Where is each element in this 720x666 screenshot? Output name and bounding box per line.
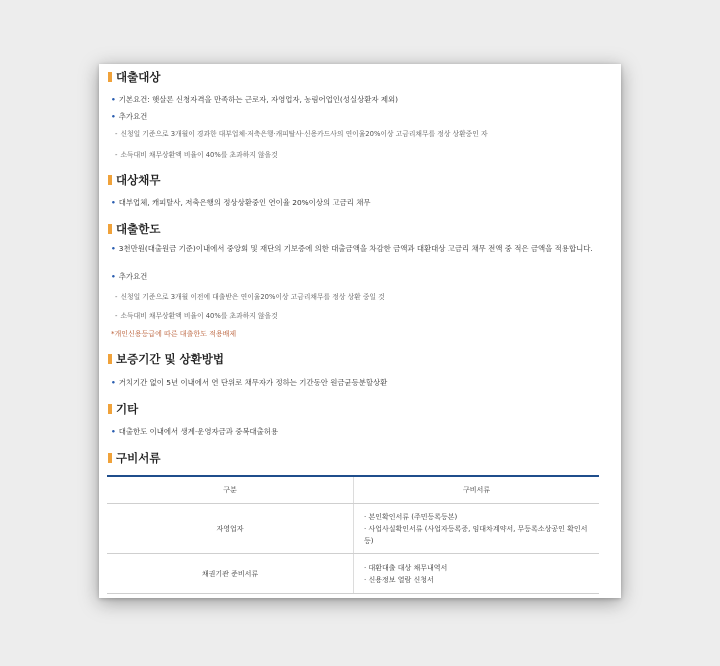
section-title-target: 대출대상: [108, 69, 160, 85]
bullet-icon: •: [111, 378, 116, 387]
bullet-icon: •: [111, 427, 116, 436]
required-documents-table: [107, 475, 599, 594]
row-documents: [354, 554, 600, 594]
section-marker-icon: [108, 453, 112, 463]
table-row: [107, 554, 599, 594]
target-extra-item: - 신청일 기준으로 3개월이 경과한 대부업체·저축은행·캐피탈사·신용카드사의 연이율20%이상 고금리채무를 정상 상환중인 자: [115, 130, 488, 138]
section-title-docs: 구비서류: [108, 450, 160, 466]
limit-extra-item: - 소득대비 채무상환액 비율이 40%를 초과하지 않을것: [115, 312, 278, 320]
limit-note: *개인신용등급에 따른 대출한도 적용배제: [111, 330, 237, 338]
limit-item: • 3천만원(대출원금 기준)이내에서 중앙회 및 재단의 기보증에 의한 대출금액을 차감한 금액과 대환대상 고금리 채무 전액 중 적은 금액을 적용합니다.: [111, 244, 593, 253]
bullet-icon: •: [111, 95, 116, 104]
section-title-etc: 기타: [108, 401, 138, 417]
limit-extra-label: • 추가요건: [111, 272, 148, 281]
debt-item: • 대부업체, 캐피탈사, 저축은행의 정상상환중인 연이율 20%이상의 고금리 채무: [111, 198, 371, 207]
target-basic-requirement: • 기본요건: 햇살론 신청자격을 만족하는 근로자, 자영업자, 농림어업인(성실상환자 제외): [111, 95, 399, 104]
bullet-icon: •: [111, 244, 116, 253]
column-header-documents: 구비서류: [354, 476, 600, 504]
section-marker-icon: [108, 404, 112, 414]
limit-extra-item: - 신청일 기준으로 3개월 이전에 대출받은 연이율20%이상 고금리채무를 정상 상환 중일 것: [115, 293, 385, 301]
document-item: · 사업사실확인서류 (사업자등록증, 임대차계약서, 무등록소상공인 확인서 등): [364, 524, 588, 545]
bullet-icon: •: [111, 198, 116, 207]
table-row: [107, 504, 599, 554]
section-title-period: 보증기간 및 상환방법: [108, 351, 224, 367]
section-title-debt: 대상채무: [108, 172, 160, 188]
section-marker-icon: [108, 175, 112, 185]
document-item: · 본인확인서류 (주민등록등본): [364, 512, 458, 521]
loan-info-card: [99, 64, 621, 598]
target-extra-label: • 추가요건: [111, 112, 148, 121]
section-marker-icon: [108, 354, 112, 364]
section-marker-icon: [108, 72, 112, 82]
bullet-icon: •: [111, 272, 116, 281]
period-item: • 거치기간 없이 5년 이내에서 연 단위로 채무자가 정하는 기간동안 원금균등분할상환: [111, 378, 388, 387]
etc-item: • 대출한도 이내에서 생계·운영자금과 중복대출허용: [111, 427, 279, 436]
bullet-icon: •: [111, 112, 116, 121]
section-title-limit: 대출한도: [108, 221, 160, 237]
row-documents: [354, 504, 600, 554]
section-marker-icon: [108, 224, 112, 234]
row-category: 채권기관 준비서류: [107, 554, 354, 594]
document-item: · 신용정보 열람 신청서: [364, 575, 434, 584]
document-item: · 대환대출 대상 채무내역서: [364, 563, 448, 572]
row-category: 자영업자: [107, 504, 354, 554]
target-extra-item: - 소득대비 채무상환액 비율이 40%를 초과하지 않을것: [115, 151, 278, 159]
column-header-category: 구분: [107, 476, 354, 504]
table-header-row: [107, 476, 599, 504]
